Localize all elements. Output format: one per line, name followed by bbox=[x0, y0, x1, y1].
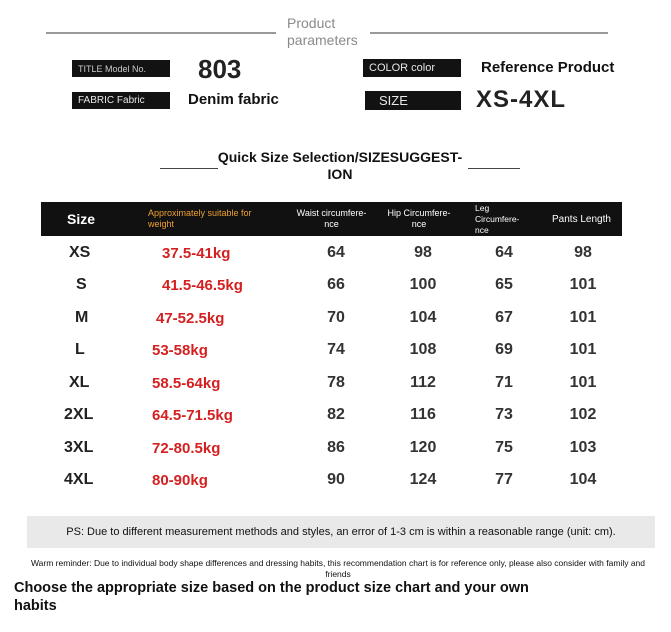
cell-hip: 124 bbox=[409, 471, 437, 488]
heading-line-right bbox=[370, 32, 608, 34]
cell-leg: 71 bbox=[495, 374, 513, 391]
color-value: Reference Product bbox=[481, 59, 615, 76]
cell-size: XL bbox=[69, 374, 90, 391]
cell-hip: 104 bbox=[409, 309, 437, 326]
cell-waist: 74 bbox=[327, 341, 345, 358]
header-leg: Leg Circumfere- nce bbox=[475, 202, 520, 235]
size-section-title: Quick Size Selection/SIZESUGGEST- ION bbox=[217, 149, 463, 182]
cell-hip: 112 bbox=[410, 374, 436, 391]
product-heading: Product parameters bbox=[287, 15, 358, 48]
heading-line-left bbox=[46, 32, 276, 34]
cell-hip: 108 bbox=[409, 341, 437, 358]
cell-size: XS bbox=[69, 244, 91, 261]
color-tag: COLOR color bbox=[363, 59, 461, 77]
cell-weight: 37.5-41kg bbox=[162, 244, 231, 262]
header-pants: Pants Length bbox=[552, 213, 611, 225]
cell-leg: 64 bbox=[495, 244, 513, 261]
cell-pants: 102 bbox=[569, 406, 597, 423]
cell-weight: 80-90kg bbox=[152, 471, 208, 489]
cell-pants: 103 bbox=[569, 439, 597, 456]
cell-waist: 86 bbox=[327, 439, 345, 456]
cell-waist: 82 bbox=[327, 406, 345, 423]
size-tag: SIZE bbox=[365, 91, 461, 110]
cell-weight: 41.5-46.5kg bbox=[162, 276, 243, 294]
header-hip: Hip Circumfere- nce bbox=[387, 208, 451, 229]
cell-leg: 67 bbox=[495, 309, 513, 326]
table-row bbox=[41, 237, 622, 269]
cell-weight: 64.5-71.5kg bbox=[152, 406, 233, 424]
header-weight: Approximately suitable for weight bbox=[148, 208, 252, 229]
cell-hip: 116 bbox=[410, 406, 436, 423]
cell-pants: 101 bbox=[569, 374, 597, 391]
size-value: XS-4XL bbox=[476, 86, 567, 113]
cell-size: S bbox=[76, 276, 87, 293]
table-row bbox=[41, 464, 622, 496]
fabric-value: Denim fabric bbox=[188, 91, 279, 108]
cell-leg: 65 bbox=[495, 276, 513, 293]
cell-pants: 98 bbox=[574, 244, 592, 261]
cell-weight: 72-80.5kg bbox=[152, 439, 221, 457]
cell-hip: 98 bbox=[414, 244, 432, 261]
table-row bbox=[41, 269, 622, 301]
title-value: 803 bbox=[198, 54, 242, 84]
cell-size: 4XL bbox=[64, 471, 94, 488]
footer-text: Choose the appropriate size based on the product size chart and your own habits bbox=[14, 580, 529, 614]
size-title-line-right bbox=[468, 168, 520, 169]
cell-size: 3XL bbox=[64, 439, 94, 456]
cell-waist: 70 bbox=[327, 309, 345, 326]
table-row bbox=[41, 367, 622, 399]
cell-weight: 53-58kg bbox=[152, 341, 208, 359]
cell-pants: 101 bbox=[569, 276, 597, 293]
cell-waist: 66 bbox=[327, 276, 345, 293]
ps-note: PS: Due to different measurement methods and styles, an error of 1-3 cm is within a reasonable range (unit: cm). bbox=[27, 516, 655, 548]
cell-size: 2XL bbox=[64, 406, 94, 423]
warm-reminder: Warm reminder: Due to individual body shape differences and dressing habits, this recommendation chart is for reference only, please also consider with family and friends bbox=[30, 558, 646, 579]
cell-leg: 75 bbox=[495, 439, 513, 456]
cell-leg: 69 bbox=[495, 341, 513, 358]
header-waist: Waist circumfere- nce bbox=[296, 208, 367, 229]
table-row bbox=[41, 432, 622, 464]
cell-waist: 90 bbox=[327, 471, 345, 488]
cell-weight: 47-52.5kg bbox=[156, 309, 225, 327]
cell-pants: 104 bbox=[569, 471, 597, 488]
fabric-tag: FABRIC Fabric bbox=[72, 92, 170, 109]
cell-size: M bbox=[75, 309, 89, 326]
table-row bbox=[41, 399, 622, 431]
title-tag: TITLE Model No. bbox=[72, 60, 170, 77]
cell-leg: 73 bbox=[495, 406, 513, 423]
size-table-header bbox=[41, 202, 622, 236]
cell-hip: 120 bbox=[409, 439, 437, 456]
table-row bbox=[41, 302, 622, 334]
cell-weight: 58.5-64kg bbox=[152, 374, 221, 392]
cell-pants: 101 bbox=[569, 309, 597, 326]
cell-hip: 100 bbox=[409, 276, 437, 293]
header-size: Size bbox=[67, 210, 96, 227]
cell-leg: 77 bbox=[495, 471, 513, 488]
table-row bbox=[41, 334, 622, 366]
cell-size: L bbox=[75, 341, 85, 358]
cell-pants: 101 bbox=[569, 341, 597, 358]
cell-waist: 64 bbox=[327, 244, 345, 261]
cell-waist: 78 bbox=[327, 374, 345, 391]
